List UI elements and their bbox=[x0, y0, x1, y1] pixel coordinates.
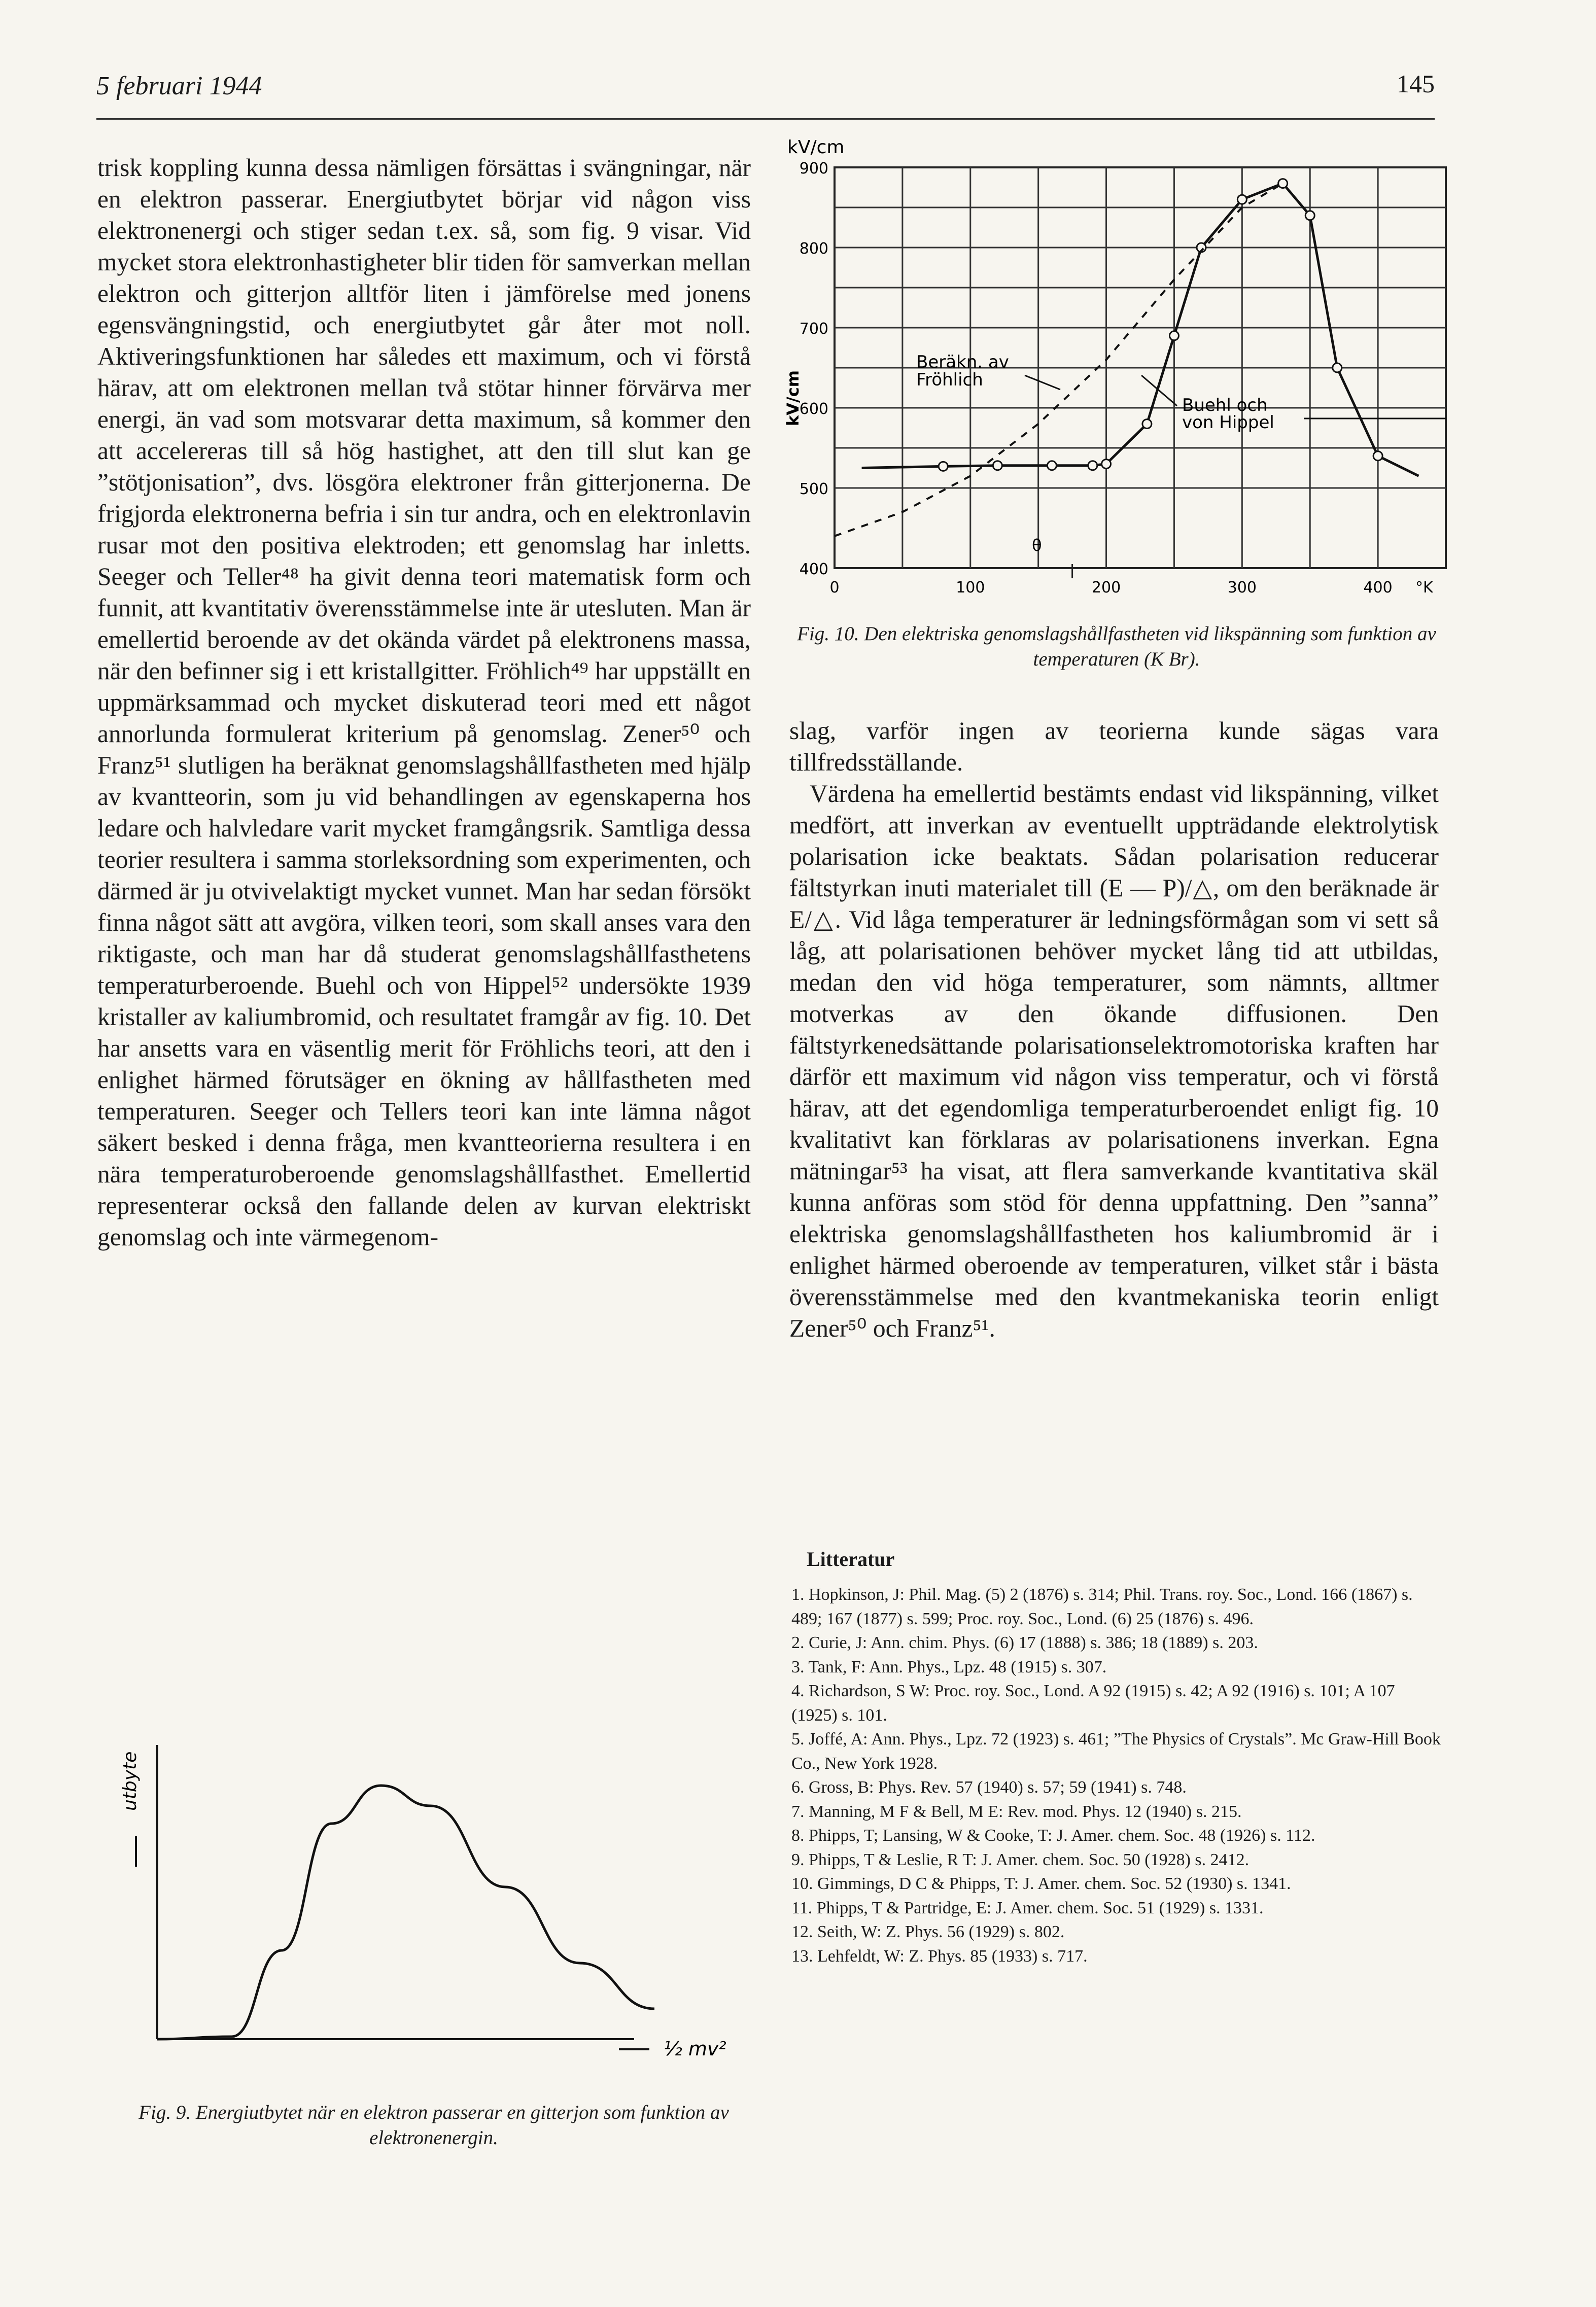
fig10-label-buehl-2: von Hippel bbox=[1182, 412, 1274, 433]
fig10-y-tick-label: 600 bbox=[799, 400, 828, 418]
fig9-y-label: utbyte bbox=[120, 1751, 141, 1811]
fig10-unit-top: kV/cm bbox=[787, 137, 845, 158]
header-date: 5 februari 1944 bbox=[96, 72, 262, 100]
reference-item: 6. Gross, B: Phys. Rev. 57 (1940) s. 57; 59 (1941) s. 748. bbox=[791, 1778, 1187, 1797]
reference-item: 10. Gimmings, D C & Phipps, T: J. Amer. chem. Soc. 52 (1930) s. 1341. bbox=[791, 1874, 1291, 1893]
fig10-y-tick-label: 800 bbox=[799, 240, 828, 258]
fig10-data-point bbox=[1102, 460, 1111, 469]
references-title: Litteratur bbox=[807, 1548, 895, 1570]
fig10-frohlich-leader bbox=[1025, 375, 1060, 390]
fig10-y-tick-label: 500 bbox=[799, 480, 828, 498]
fig10-unit-side: kV/cm bbox=[783, 370, 803, 426]
right-paragraph-1: slag, varför ingen av teorierna kunde sägas vara tillfredsställande. bbox=[789, 717, 1439, 776]
reference-item: 13. Lehfeldt, W: Z. Phys. 85 (1933) s. 717. bbox=[791, 1946, 1088, 1966]
references-list bbox=[791, 1583, 1441, 1968]
reference-item: 8. Phipps, T; Lansing, W & Cooke, T: J. Amer. chem. Soc. 48 (1926) s. 112. bbox=[791, 1826, 1315, 1845]
reference-item: 7. Manning, M F & Bell, M E: Rev. mod. Phys. 12 (1940) s. 215. bbox=[791, 1802, 1242, 1821]
fig9-chart bbox=[96, 1715, 756, 2085]
fig9-series-line bbox=[157, 1786, 654, 2039]
fig10-label-buehl-1: Buehl och bbox=[1182, 395, 1268, 415]
fig10-x-tick-label: 0 bbox=[829, 579, 840, 597]
reference-item: 9. Phipps, T & Leslie, R T: J. Amer. chem. Soc. 50 (1928) s. 2412. bbox=[791, 1850, 1250, 1869]
fig10-data-point bbox=[1333, 363, 1342, 372]
right-paragraph-2: Värdena ha emellertid bestämts endast vid likspänning, vilket medfört, att inverkan av eventuellt uppträdande elektrolytisk polarisation icke beaktats. Sådan polarisation reducerar fältstyrkan inuti materialet till (E — P)/△, om den beräknade är E/△. Vid låga temperaturer är ledningsförmågan som vi sett så låg, att polarisationen behöver mycket lång tid att utbildas, medan den vid höga temperaturer, som nämnts, alltmer motverkas av den ökande diffusionen. Den fältstyrkenedsättande polarisationselektromotoriska kraften har därför ett maximum vid någon viss temperatur, och vi förstå härav, att det egendomliga temperaturberoendet enligt fig. 10 kvalitativt kan förklaras av polarisationens inverkan. Egna mätningar⁵³ ha visat, att flera samverkande kvantitativa skäl kunna anföras som stöd för denna uppfattning. Den ”sanna” elektriska genomslagshållfastheten hos kaliumbromid är i enlighet härmed oberoende av temperaturen, vilket står i bästa överensstämmelse med den kvantmekaniska teorin enligt Zener⁵⁰ och Franz⁵¹. bbox=[789, 780, 1439, 1342]
fig10-y-tick-label: 900 bbox=[799, 160, 828, 178]
header-rule bbox=[96, 118, 1435, 120]
reference-item: 2. Curie, J: Ann. chim. Phys. (6) 17 (1888) s. 386; 18 (1889) s. 203. bbox=[791, 1633, 1258, 1652]
fig10-y-tick-label: 400 bbox=[799, 561, 828, 578]
fig10-chart bbox=[776, 122, 1476, 604]
fig10-x-tick-label: 100 bbox=[956, 579, 985, 597]
fig10-x-tick-label: 200 bbox=[1091, 579, 1121, 597]
fig10-y-tick-label: 700 bbox=[799, 320, 828, 338]
fig10-theta-label: θ bbox=[1032, 536, 1042, 555]
fig10-series-buehl-line bbox=[862, 184, 1419, 476]
left-column-text bbox=[97, 152, 751, 1253]
fig10-ticks bbox=[800, 160, 1393, 597]
fig10-label-frohlich-1: Beräkn. av bbox=[916, 352, 1009, 372]
fig10-data-point bbox=[1047, 461, 1056, 470]
fig10-data-point bbox=[1278, 179, 1288, 188]
reference-item: 11. Phipps, T & Partridge, E: J. Amer. chem. Soc. 51 (1929) s. 1331. bbox=[791, 1898, 1264, 1917]
fig10-label-frohlich-2: Fröhlich bbox=[916, 370, 983, 390]
fig9-series bbox=[157, 1786, 654, 2039]
reference-item: 5. Joffé, A: Ann. Phys., Lpz. 72 (1923) s. 461; ”The Physics of Crystals”. Mc Graw-Hill Book Co., New York 1928. bbox=[791, 1730, 1441, 1773]
right-column-text bbox=[789, 715, 1439, 1344]
fig10-data-point bbox=[1373, 451, 1382, 461]
left-paragraph: trisk koppling kunna dessa nämligen försättas i svängningar, när en elektron passerar. Energiutbytet börjar vid någon viss elektronenergi och stiger sedan t.ex. så, som fig. 9 visar. Vid mycket stora elektronhastigheter blir tiden för samverkan mellan elektron och gitterjon alltför liten i jämförelse med jonens egensvängningstid, och energiutbytet går åter mot noll. Aktiveringsfunktionen har således ett maximum, och vi förstå härav, att om elektronen mellan två stötar hinner förvärva mer energi, än vad som motsvarar detta maximum, så kommer den att accelereras till så hög hastighet, att den till slut kan ge ”stötjonisation”, dvs. lösgöra elektroner från gitterjonerna. De frigjorda elektronerna befria i sin tur andra, och en elektronlavin rusar mot den positiva elektroden; ett genomslag har inletts. Seeger och Teller⁴⁸ ha givit denna teori matematisk form och funnit, att kvantitativ överensstämmelse inte är utesluten. Man är emellertid beroende av det okända värdet på elektronens massa, när den befinner sig i ett kristallgitter. Fröhlich⁴⁹ har uppställt en uppmärksammad och mycket diskuterad teori med ett något annorlunda formulerat kriterium på genomslag. Zener⁵⁰ och Franz⁵¹ slutligen ha beräknat genomslagshållfastheten med hjälp av kvantteorin, som ju vid behandlingen av egenskaperna hos ledare och halvledare varit mycket framgångsrik. Samtliga dessa teorier resultera i samma storleksordning som experimenten, och därmed är ju otvivelaktigt mycket vunnet. Man har sedan försökt finna något sätt att avgöra, vilken teori, som skall anses vara den riktigaste, och man har då studerat genomslagshållfasthetens temperaturberoende. Buehl och von Hippel⁵² undersökte 1939 kristaller av kaliumbromid, och resultatet framgår av fig. 10. Det har ansetts vara en väsentlig merit för Fröhlichs teori, att den i enlighet härmed förutsäger en ökning av hållfastheten med temperaturen. Seeger och Tellers teori kan inte lämna något säkert besked i denna fråga, men kvantteorierna resultera i en nära temperaturoberoende genomslagshållfasthet. Emellertid representerar också den fallande delen av kurvan elektriskt genomslag och inte värmegenom- bbox=[97, 154, 751, 1251]
fig10-x-tick-label: 300 bbox=[1227, 579, 1257, 597]
fig9-caption: Fig. 9. Energiutbytet när en elektron passerar en gitterjon som funktion av elektronenergin. bbox=[138, 2102, 729, 2149]
fig9-axes bbox=[136, 1745, 649, 2049]
reference-item: 12. Seith, W: Z. Phys. 56 (1929) s. 802. bbox=[791, 1922, 1065, 1941]
fig10-data-point bbox=[1237, 195, 1246, 204]
fig9-x-label: ½ mv² bbox=[664, 2038, 726, 2060]
fig10-unit-x: °K bbox=[1415, 579, 1433, 597]
fig10-data-point bbox=[1142, 420, 1152, 429]
fig10-data-point bbox=[993, 461, 1002, 470]
reference-item: 4. Richardson, S W: Proc. roy. Soc., Lond. A 92 (1915) s. 42; A 92 (1916) s. 101; A 107 (1925) s. 101. bbox=[791, 1682, 1395, 1725]
reference-item: 1. Hopkinson, J: Phil. Mag. (5) 2 (1876) s. 314; Phil. Trans. roy. Soc., Lond. 166 (1867) s. 489; 167 (1877) s. 599; Proc. roy. Soc., Lond. (6) 25 (1876) s. 496. bbox=[791, 1585, 1413, 1628]
fig10-data-point bbox=[1305, 211, 1314, 220]
fig10-x-tick-label: 400 bbox=[1363, 579, 1393, 597]
fig10-data-point bbox=[1088, 461, 1097, 470]
fig10-data-point bbox=[1169, 331, 1178, 340]
fig10-caption: Fig. 10. Den elektriska genomslagshållfastheten vid likspänning som funktion av temperaturen (K Br). bbox=[797, 623, 1436, 670]
page-number: 145 bbox=[1397, 69, 1435, 98]
reference-item: 3. Tank, F: Ann. Phys., Lpz. 48 (1915) s. 307. bbox=[791, 1657, 1107, 1676]
fig10-data-point bbox=[939, 462, 948, 471]
